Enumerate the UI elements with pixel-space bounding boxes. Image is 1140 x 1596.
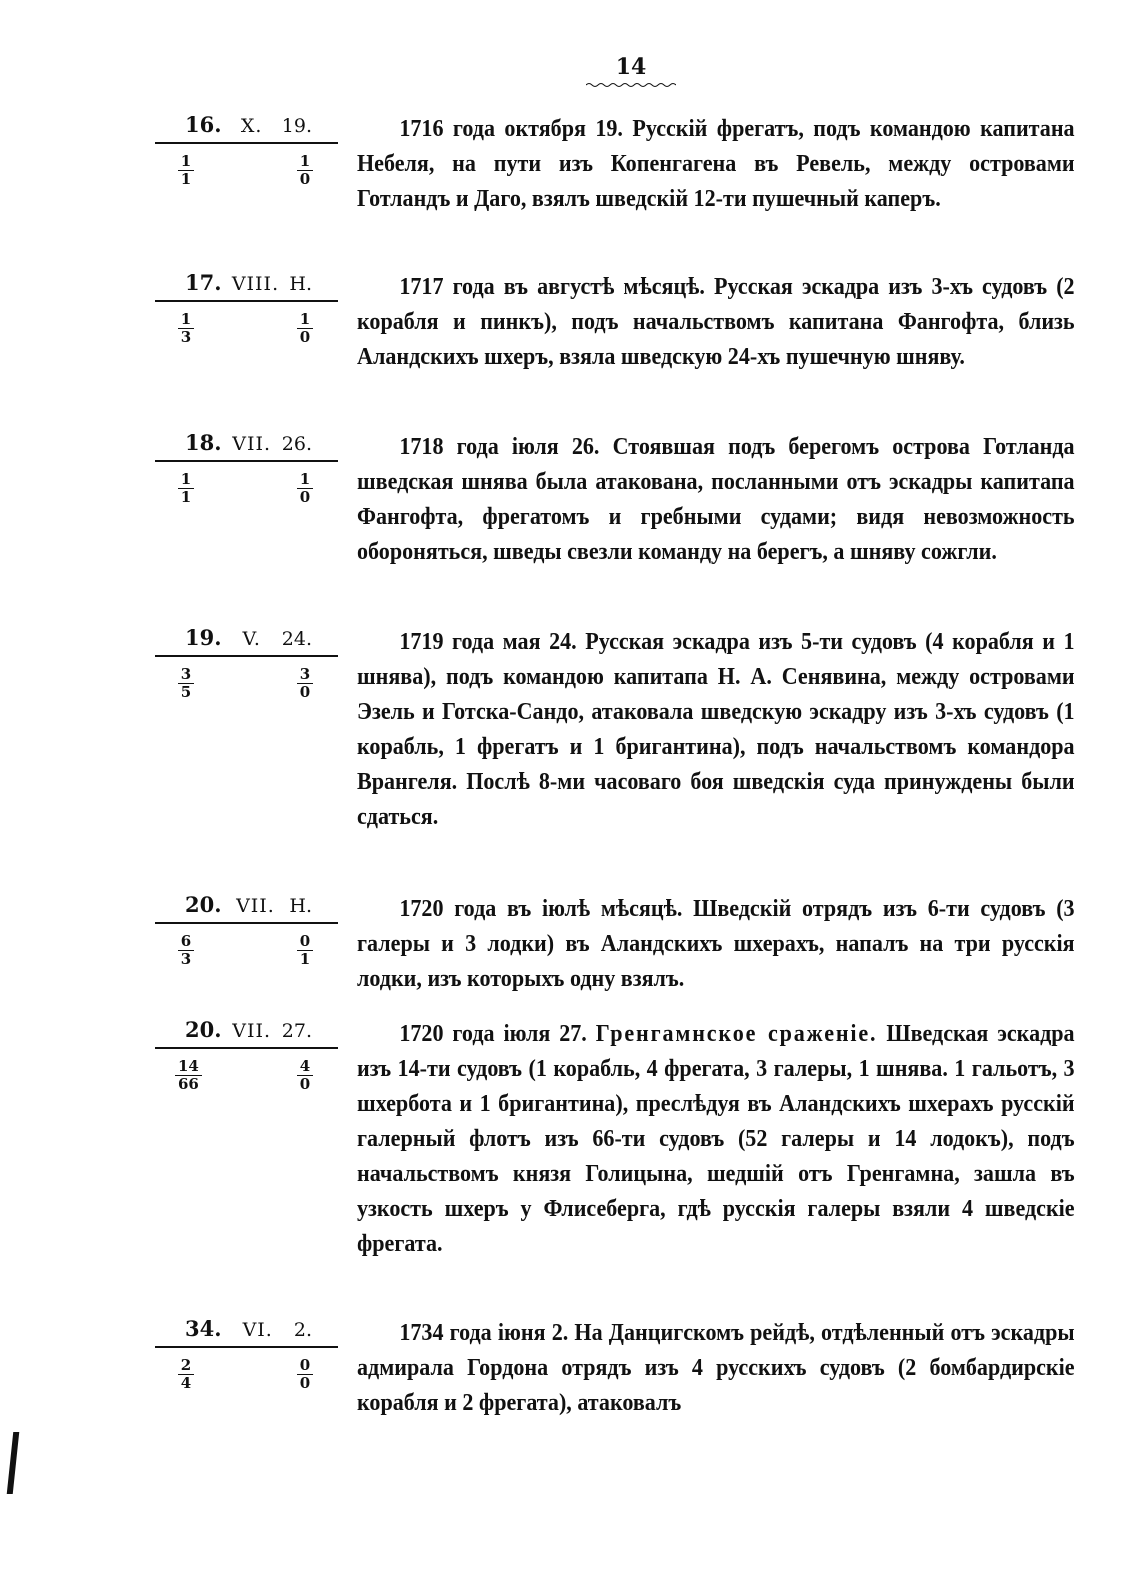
fraction-right: $\frac{3}{0}$ [294,667,316,700]
entry-reference [155,1316,338,1391]
scan-edge-mark [7,1432,20,1494]
fraction-left: $\frac{2}{4}$ [175,1358,197,1391]
entry-date: 19. V. 24. [155,625,338,657]
entry-text: 1720 года іюля 27. Гренгамнское сраженіе. Шведская эскадра изъ 14-ти судовъ (1 корабль, 4 фрегата, 3 галеры, 1 шнява. 1 гальотъ, 3 шхербота и 1 бригантина), преслѣдуя въ Аландскихъ шхерахъ русскій галерный флотъ изъ 66-ти судовъ (52 галеры и 14 лодокъ), подъ начальствомъ князя Голицына, шедшій отъ Гренгамна, зашла въ узкость шхеръ у Флисеберга, гдѣ русскія галеры взяли 4 шведскіе фрегата. [357,1021,1075,1257]
fraction-right: $\frac{0}{0}$ [294,1358,316,1391]
entry-date: 20. VII. 27. [155,1017,338,1049]
entry-date: 17. VIII. H. [155,270,338,302]
entry-reference [155,430,338,505]
fraction-left: $\frac{1}{1}$ [175,154,197,187]
entry-text: 1719 года мая 24. Русская эскадра изъ 5-ти судовъ (4 корабля и 1 шнява), подъ командою капитапа Н. А. Сенявина, между островами Эзель и Готска-Сандо, атаковала шведскую эскадру изъ 3-хъ судовъ (1 корабль, 1 фрегатъ и 1 бригантина), подъ начальствомъ командора Врангеля. Послѣ 8-ми часоваго боя шведскія суда принуждены были сдаться. [357,629,1075,830]
entry-text: 1734 года іюня 2. На Данцигскомъ рейдѣ, отдѣленный отъ эскадры адмирала Гордона отрядъ изъ 4 русскихъ судовъ (2 бомбардирскіе корабля и 2 фрегата), атаковалъ [357,1320,1075,1416]
fraction-right: $\frac{1}{0}$ [294,312,316,345]
entry-reference [155,1017,338,1092]
fraction-left: $\frac{1}{1}$ [175,472,197,505]
entry-text: 1716 года октября 19. Русскій фрегатъ, подъ командою капитана Небеля, на пути изъ Копенгагена въ Ревель, между островами Готландъ и Даго, взялъ шведскій 12-ти пушечный каперъ. [357,116,1075,212]
entry-date: 18. VII. 26. [155,430,338,462]
entry-reference [155,112,338,187]
page-number [586,54,676,88]
entry-text: 1718 года іюля 26. Стоявшая подъ берегомъ острова Готланда шведская шнява была атакована, посланными отъ эскадры капитапа Фангофта, фрегатомъ и гребными судами; видя невозможность обороняться, шведы свезли команду на берегъ, а шняву сожгли. [357,434,1075,565]
entry-date: 16. X. 19. [155,112,338,144]
page-number-label: 14 [615,54,647,80]
fraction-right: $\frac{1}{0}$ [294,472,316,505]
battle-name: Гренгамнское сраженіе. [595,1021,878,1047]
fraction-left: $\frac{3}{5}$ [175,667,197,700]
entry-reference [155,892,338,967]
wave-ornament [586,82,676,88]
entry-date: 34. VI. 2. [155,1316,338,1348]
entry-text: 1717 года въ августѣ мѣсяцѣ. Русская эскадра изъ 3-хъ судовъ (2 корабля и пинкъ), подъ начальствомъ капитана Фангофта, близь Аландскихъ шхеръ, взяла шведскую 24-хъ пушечную шняву. [357,274,1075,370]
entry-date: 20. VII. H. [155,892,338,924]
fraction-right: $\frac{0}{1}$ [294,934,316,967]
entry-text: 1720 года въ іюлѣ мѣсяцѣ. Шведскій отрядъ изъ 6-ти судовъ (3 галеры и 3 лодки) въ Аландскихъ шхерахъ, напалъ на три русскія лодки, изъ которыхъ одну взялъ. [357,896,1075,992]
fraction-left: $\frac{6}{3}$ [175,934,197,967]
entry-reference [155,625,338,700]
entry-reference [155,270,338,345]
fraction-left: $\frac{1}{3}$ [175,312,197,345]
fraction-left: $\frac{14}{66}$ [175,1059,202,1092]
fraction-right: $\frac{1}{0}$ [294,154,316,187]
fraction-right: $\frac{4}{0}$ [294,1059,316,1092]
